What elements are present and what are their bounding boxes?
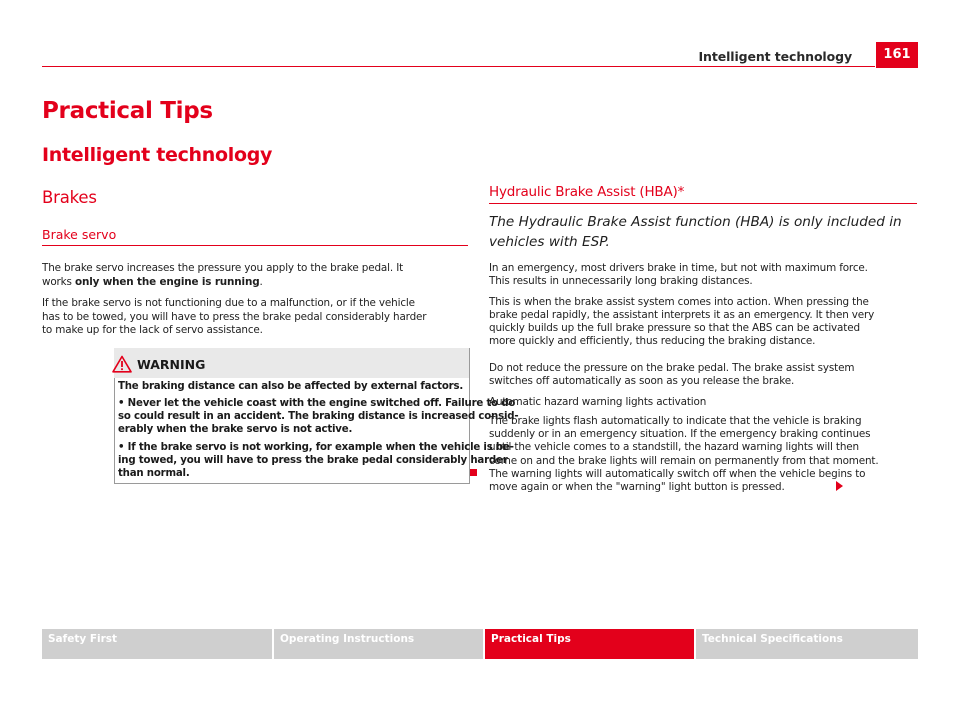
emphasis-text: only when the engine is running — [74, 276, 260, 288]
paragraph-line: The brake servo increases the pressure you apply to the brake pedal. It — [42, 262, 404, 274]
footer-tab-operating-instructions[interactable]: Operating Instructions — [274, 629, 483, 659]
paragraph-heading: Automatic hazard warning lights activation — [489, 396, 707, 408]
footer-tab-safety-first[interactable]: Safety First — [42, 629, 272, 659]
header-divider — [42, 66, 875, 67]
paragraph-line: This results in unnecessarily long braking distances. — [489, 275, 753, 287]
paragraph-line: If the brake servo is not functioning due to a malfunction, or if the vehicle — [42, 297, 415, 309]
chapter-title: Intelligent technology — [42, 144, 273, 166]
paragraph-line: switches off automatically as soon as you release the brake. — [489, 375, 795, 387]
topic-title: Brake servo — [42, 227, 117, 242]
running-header: Intelligent technology — [698, 49, 852, 64]
text-run: . — [259, 276, 263, 288]
paragraph-line: suddenly or in an emergency situation. If the emergency braking continues — [489, 428, 871, 440]
hba-intro: The Hydraulic Brake Assist function (HBA) is only included in vehicles with ESP. — [489, 214, 902, 250]
paragraph-line: more quickly and efficiently, thus reducing the braking distance. — [489, 335, 816, 347]
section-end-marker — [470, 469, 477, 476]
footer-tab-technical-specifications[interactable]: Technical Specifications — [696, 629, 918, 659]
paragraph-line — [42, 276, 263, 290]
warning-line: erably when the brake servo is not active. — [118, 424, 353, 435]
warning-label: WARNING — [137, 357, 206, 372]
warning-triangle-icon — [112, 355, 132, 373]
warning-line: than normal. — [118, 468, 190, 479]
paragraph-line: The warning lights will automatically switch off when the vehicle begins to — [489, 468, 866, 480]
continue-arrow-icon — [836, 481, 843, 491]
topic-divider — [42, 245, 468, 246]
warning-line: • Never let the vehicle coast with the engine switched off. Failure to do — [118, 398, 516, 409]
paragraph-line: Do not reduce the pressure on the brake pedal. The brake assist system — [489, 362, 855, 374]
warning-line: • If the brake servo is not working, for example when the vehicle is be- — [118, 442, 514, 453]
subchapter-title: Brakes — [42, 188, 97, 207]
page-number: 161 — [876, 42, 918, 68]
section-title: Practical Tips — [42, 98, 213, 124]
footer-tab-practical-tips[interactable]: Practical Tips — [485, 629, 694, 659]
paragraph-line: has to be towed, you will have to press the brake pedal considerably harder — [42, 311, 427, 323]
paragraph-line: come on and the brake lights will remain on permanently from that moment. — [489, 455, 879, 467]
paragraph-line: This is when the brake assist system comes into action. When pressing the — [489, 296, 869, 308]
paragraph-line: move again or when the "warning" light button is pressed. — [489, 481, 785, 493]
paragraph-line: quickly builds up the full brake pressure so that the ABS can be activated — [489, 322, 860, 334]
text-run: works — [42, 276, 75, 288]
warning-line: ing towed, you will have to press the brake pedal considerably harder — [118, 455, 508, 466]
hba-divider — [489, 203, 917, 204]
warning-line: The braking distance can also be affected by external factors. — [118, 381, 463, 392]
paragraph-line: In an emergency, most drivers brake in time, but not with maximum force. — [489, 262, 868, 274]
warning-line: so could result in an accident. The braking distance is increased consid- — [118, 411, 519, 422]
paragraph-line: until the vehicle comes to a standstill, the hazard warning lights will then — [489, 441, 859, 453]
paragraph-line: to make up for the lack of servo assistance. — [42, 324, 263, 336]
paragraph-line: brake pedal rapidly, the assistant interprets it as an emergency. It then very — [489, 309, 875, 321]
paragraph-line: The brake lights flash automatically to indicate that the vehicle is braking — [489, 415, 862, 427]
hba-title: Hydraulic Brake Assist (HBA)* — [489, 184, 685, 200]
